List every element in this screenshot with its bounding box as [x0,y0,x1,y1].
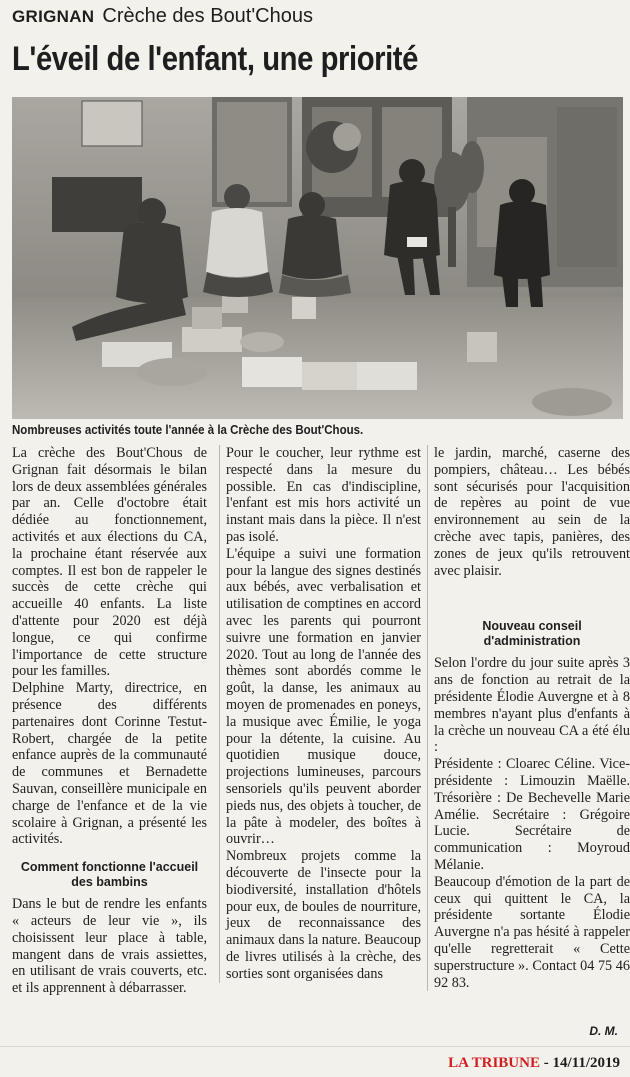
subheading: Nouveau conseil d'administration [482,619,582,649]
subheading: Comment fonctionne l'accueil des bambins [20,860,199,890]
town-label: GRIGNAN [12,7,95,26]
paragraph: Delphine Marty, directrice, en présence des différents partenaires dont Corinne Testut-Robert, chargée de la petite enfance auprès de la communauté de communes et Bernadette Sauvan, conseillère municipale en charge de l'enfance et de la vie scolaire à Grignan, a présenté les activités. [12,680,207,848]
paragraph: La crèche des Bout'Chous de Grignan fait désormais le bilan lors de deux assemblées générales par an. Celle d'octobre était dédiée au fonctionnement, activités et aux élections du CA, la prochaine étant réservée aux comptes. Il est bon de rappeler le succès de cette crèche qui accueille 40 enfants. La liste d'attente pour 2020 est déjà longue, ce qui confirme l'importance de cette structure pour les familles. [12,445,207,680]
article-column-3 [427,445,630,991]
publication-date: 14/11/2019 [552,1055,620,1071]
paragraph: L'équipe a suivi une formation pour la langue des signes destinés aux bébés, avec verbalisation et utilisation de comptines en accord avec les parents qui pourront suivre une formation en janvier 2020. Tout au long de l'année des thèmes sont abordés comme le goût, la danse, les animaux au moyen de promenades en poneys, la musique avec Émilie, le yoga pour la détente, la cuisine. Au quotidien musique douce, projections lumineuses, parcours sensoriels qu'ils peuvent aborder pieds nus, des objets à toucher, de la pâte à modeler, des boîtes à ouvrir… [226,545,421,848]
author-initials: D. M. [589,1024,618,1038]
paragraph: Selon l'ordre du jour suite après 3 ans de fonction au retrait de la présidente Élodie Auvergne et à 8 membres n'ayant plus d'enfants à la crèche un nouveau CA a été élu : [434,655,630,756]
paragraph: Présidente : Cloarec Céline. Vice-présidente : Limouzin Maëlle. Trésorière : De Bechevelle Marie Amélie. Secrétaire : Grégoire Lucie. Secrétaire de communication : Moyroud Mélanie. [434,756,630,873]
paragraph: Pour le coucher, leur rythme est respecté dans la mesure du possible. En cas d'indiscipline, l'enfant est mis hors activité un instant mais dans la pièce. Il n'est pas isolé. [226,445,421,545]
footer-divider [0,1046,630,1047]
article-column-2 [219,445,421,983]
paragraph: Dans le but de rendre les enfants « acteurs de leur vie », ils choisissent leur place à table, mangent dans de vrais assiettes, en utilisant de vrais couverts, etc. et ils apprennent à débarrasser. [12,896,207,997]
source-footer [448,1055,620,1072]
paragraph: le jardin, marché, caserne des pompiers, château… Les bébés sont sécurisés pour l'acquisition de repères au point de vue environnement au sein de la crèche avec tapis, panières, des zones de jeux qu'ils retrouvent avec plaisir. [434,445,630,579]
article-photo [12,97,623,419]
paragraph: Beaucoup d'émotion de la part de ceux qui quittent le CA, la présidente sortante Élodie Auvergne n'a pas hésité à rappeler qu'elle regretterait « Cette superstructure ». Contact 04 75 46 92 83. [434,873,630,991]
photo-illustration [12,97,623,419]
headline: L'éveil de l'enfant, une priorité [12,40,418,78]
kicker [12,5,313,31]
photo-caption: Nombreuses activités toute l'année à la Crèche des Bout'Chous. [12,423,364,437]
section-subject: Crèche des Bout'Chous [102,5,313,27]
paragraph: Nombreux projets comme la découverte de l'insecte pour la biodiversité, installation d'hôtels pour eux, de boules de nourriture, jeux de reconnaissance des animaux dans la nature. Beaucoup de livres utilisés à la crèche, des sorties sont organisées dans [226,848,422,982]
article-column-1 [12,445,207,997]
footer-separator: - [539,1055,553,1071]
newspaper-name: LA TRIBUNE [448,1055,540,1071]
